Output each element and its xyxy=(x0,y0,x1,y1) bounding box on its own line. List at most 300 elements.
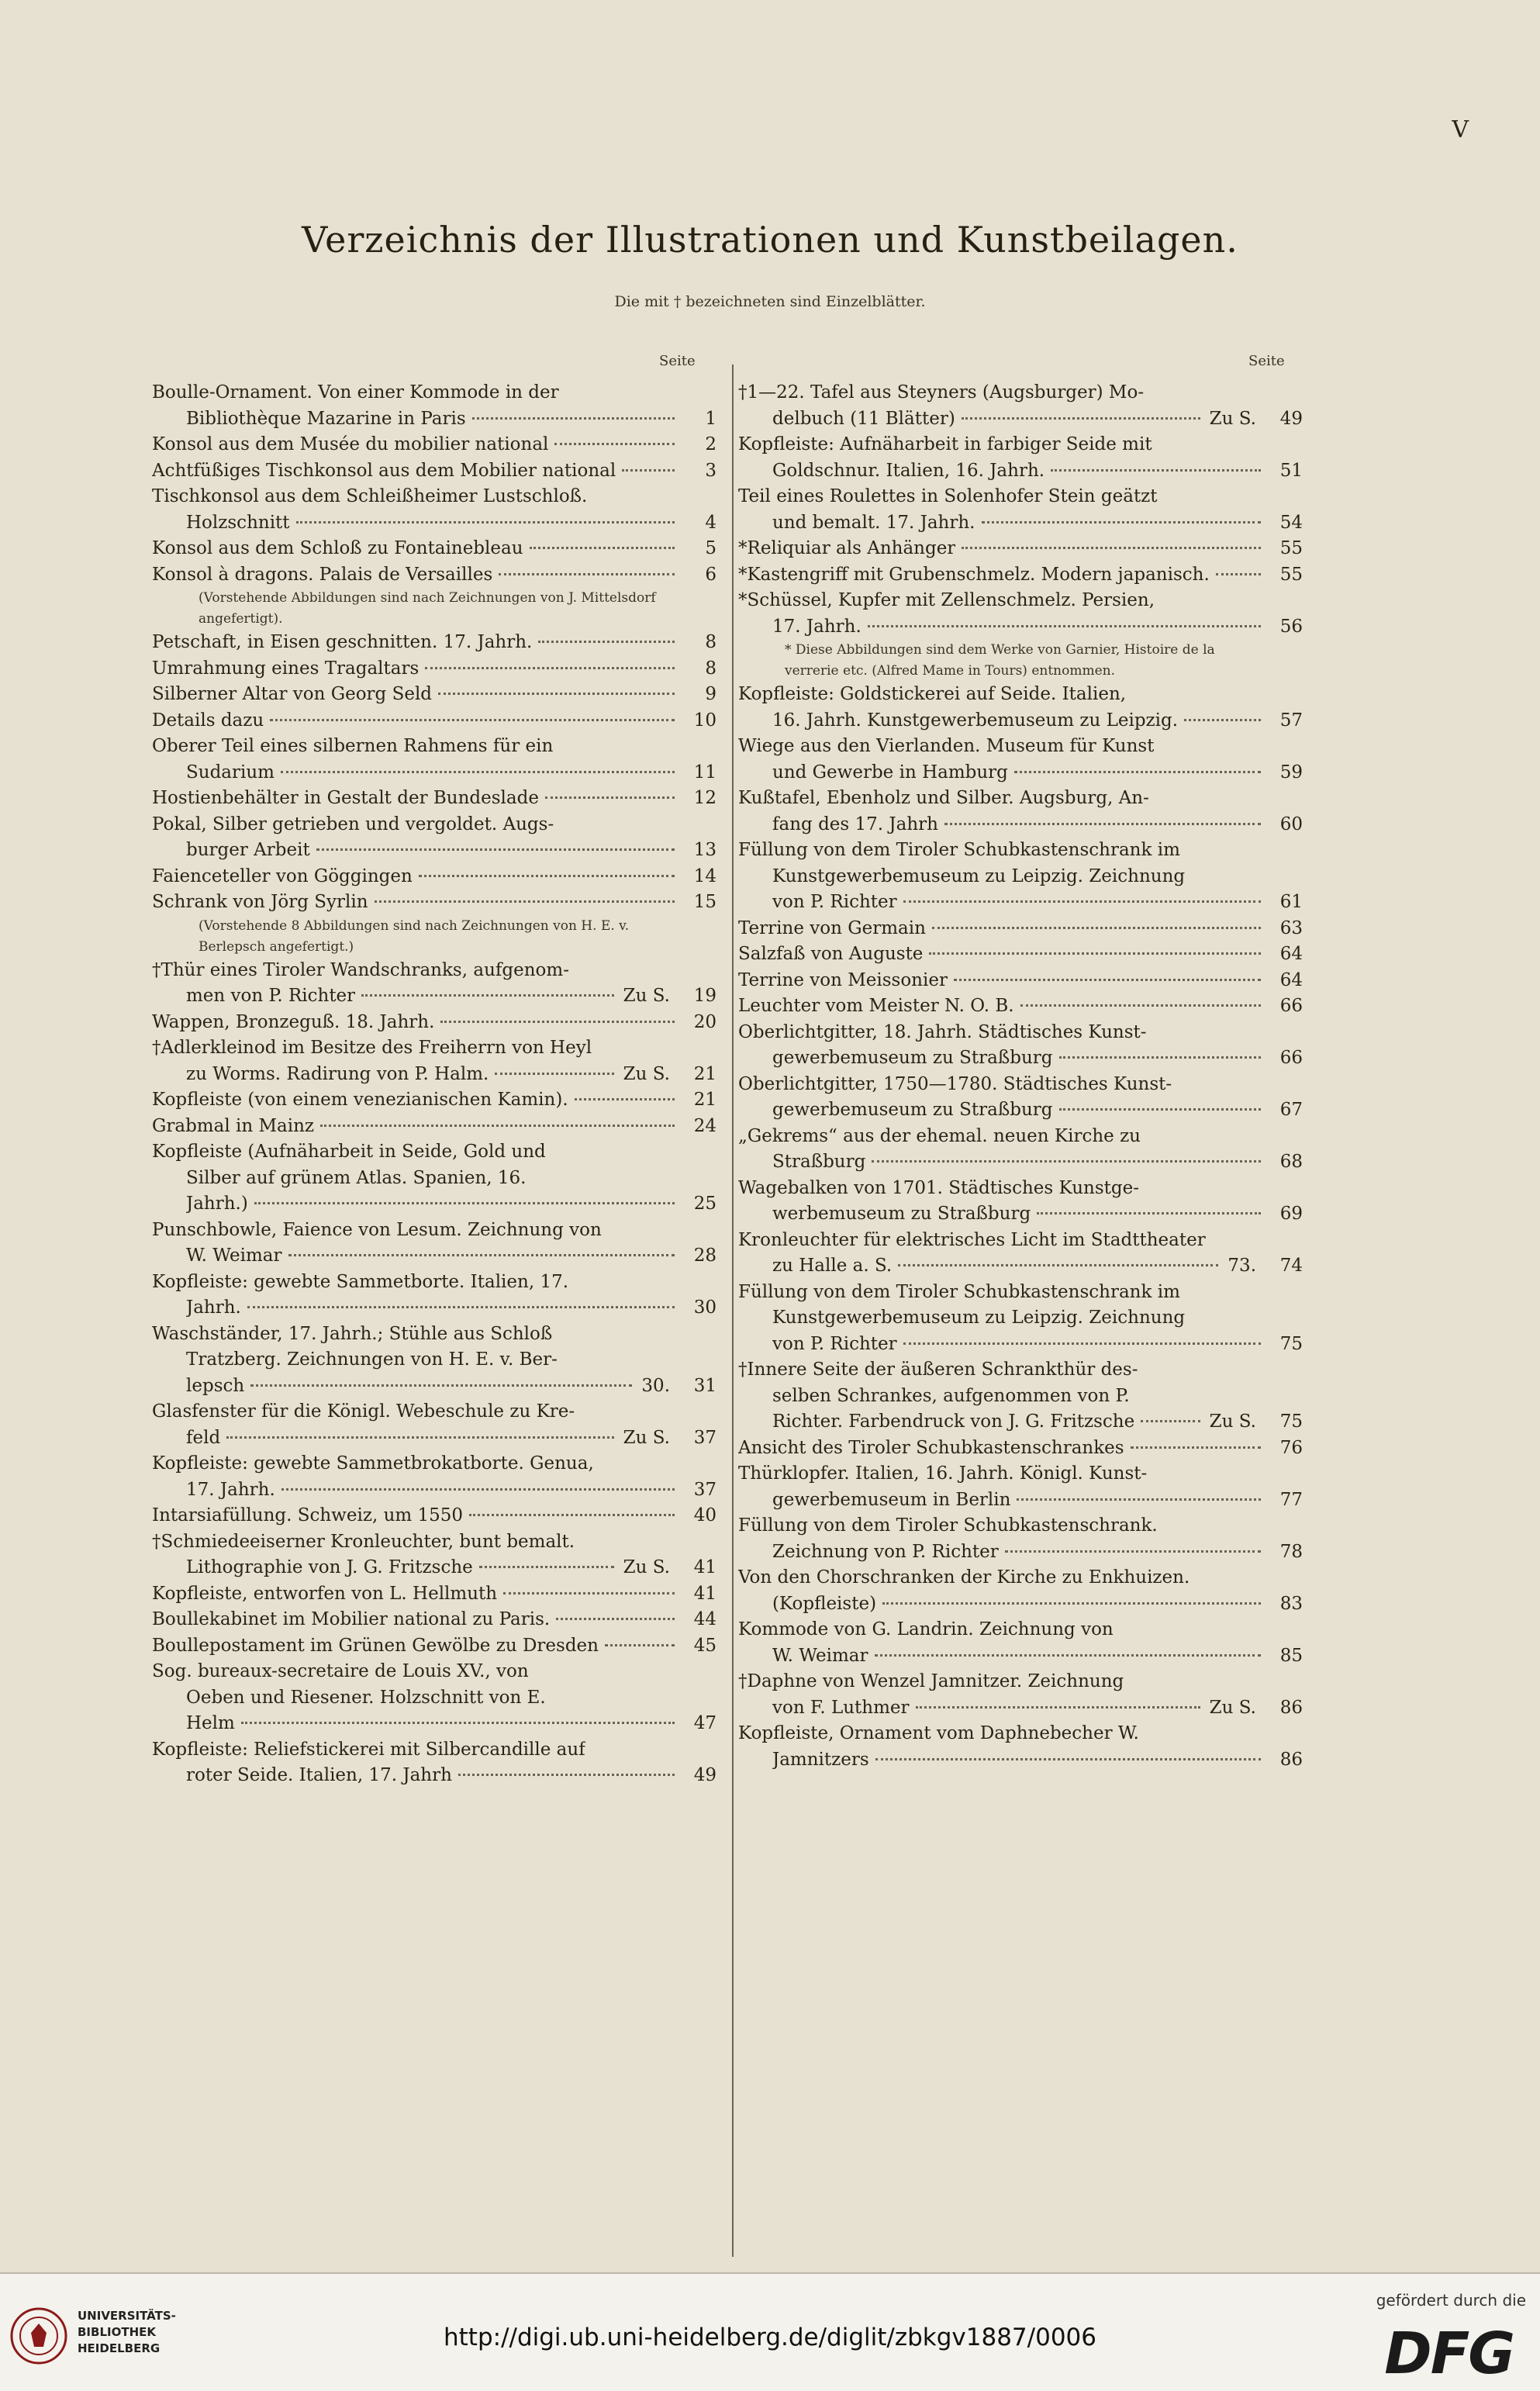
entry-text: Kronleuchter für elektrisches Licht im Stadttheater xyxy=(738,1229,1206,1250)
entry-text: Füllung von dem Tiroler Schubkastenschrank. xyxy=(738,1515,1158,1536)
list-item xyxy=(738,1072,1303,1124)
page-number-cell: 51 xyxy=(1279,460,1303,481)
page-reference-label: Zu S. xyxy=(623,986,670,1006)
entry-text: Holzschnitt xyxy=(186,512,290,533)
dot-leader xyxy=(962,547,1261,549)
list-item xyxy=(152,432,716,458)
entry-line xyxy=(152,1373,716,1400)
page-number-cell: 25 xyxy=(693,1194,716,1214)
dot-leader xyxy=(361,994,613,997)
editorial-note: (Vorstehende Abbildungen sind nach Zeichnungen von J. Mittelsdorf angefertigt). xyxy=(199,590,656,627)
entry-line xyxy=(152,1243,716,1270)
list-item xyxy=(152,734,716,786)
entry-line xyxy=(738,760,1303,786)
entry-line xyxy=(738,1332,1303,1358)
dot-leader xyxy=(254,1202,675,1204)
list-item xyxy=(152,682,716,708)
entry-text: Thürklopfer. Italien, 16. Jahrh. Königl. Kunst- xyxy=(738,1463,1148,1484)
page-number-cell: 85 xyxy=(1279,1645,1303,1666)
entry-text: feld xyxy=(186,1427,221,1448)
list-item xyxy=(738,1513,1303,1565)
page-number-cell: 5 xyxy=(705,538,716,558)
entry-text: gewerbemuseum in Berlin xyxy=(772,1489,1011,1510)
entry-line xyxy=(738,510,1303,537)
entry-text: Oeben und Riesener. Holzschnitt von E. xyxy=(186,1687,546,1708)
entry-text: und Gewerbe in Hamburg xyxy=(772,762,1008,783)
page-number-cell: 75 xyxy=(1279,1411,1303,1432)
page-number-cell: 21 xyxy=(693,1090,716,1110)
list-item xyxy=(152,1581,716,1608)
dot-leader xyxy=(875,1758,1261,1760)
dot-leader xyxy=(270,719,675,721)
dot-leader xyxy=(962,417,1200,420)
entry-line xyxy=(738,1461,1303,1487)
entry-line xyxy=(738,682,1303,708)
entry-text: Teil eines Roulettes in Solenhofer Stein geätzt xyxy=(738,486,1158,506)
dot-leader xyxy=(932,927,1261,929)
dot-leader xyxy=(1014,771,1261,773)
list-item xyxy=(152,890,716,916)
entry-line xyxy=(152,1607,716,1633)
entry-line xyxy=(152,1451,716,1477)
page-number-cell: 56 xyxy=(1279,616,1303,637)
entry-text: gewerbemuseum zu Straßburg xyxy=(772,1100,1053,1120)
entry-text: Kopfleiste: Goldstickerei auf Seide. Italien, xyxy=(738,684,1127,704)
entry-text: von P. Richter xyxy=(772,1333,897,1354)
entry-text: Silberner Altar von Georg Seld xyxy=(152,684,433,704)
page-number-cell: 24 xyxy=(693,1115,716,1136)
entry-line xyxy=(152,708,716,734)
dot-leader xyxy=(247,1306,675,1308)
page-number: V xyxy=(1452,116,1470,143)
entry-line xyxy=(152,1035,716,1062)
entry-text: Details dazu xyxy=(152,710,264,731)
list-item xyxy=(738,838,1303,916)
entry-text: Wagebalken von 1701. Städtisches Kunstge- xyxy=(738,1177,1139,1198)
entry-line xyxy=(738,1487,1303,1514)
entry-line xyxy=(738,380,1303,406)
entry-line xyxy=(152,1087,716,1114)
list-item xyxy=(738,1020,1303,1072)
dot-leader xyxy=(296,521,675,523)
page-number-cell: 44 xyxy=(693,1609,716,1629)
entry-line xyxy=(152,1166,716,1192)
entry-text: von P. Richter xyxy=(772,892,897,912)
dot-leader xyxy=(472,417,675,420)
entry-text: Terrine von Meissonier xyxy=(738,969,948,990)
entry-line xyxy=(152,536,716,562)
entry-line xyxy=(152,983,716,1010)
entry-text: Kopfleiste: gewebte Sammetborte. Italien, 17. xyxy=(152,1271,569,1292)
entry-text: Oberlichtgitter, 18. Jahrh. Städtisches Kunst- xyxy=(738,1021,1147,1042)
entry-text: werbemuseum zu Straßburg xyxy=(772,1204,1031,1224)
entry-text: Salzfaß von Auguste xyxy=(738,944,924,964)
dot-leader xyxy=(479,1566,614,1568)
entry-text: Tischkonsol aus dem Schleißheimer Lustschloß. xyxy=(152,486,588,506)
entry-line xyxy=(152,1529,716,1556)
list-item xyxy=(152,1737,716,1789)
left-column xyxy=(152,380,716,1789)
entry-line xyxy=(738,1513,1303,1539)
entry-line xyxy=(152,1191,716,1218)
entry-line xyxy=(738,1097,1303,1124)
entry-line xyxy=(152,958,716,984)
dot-leader xyxy=(1059,1056,1262,1059)
list-item xyxy=(152,1659,716,1737)
page-number-cell: 11 xyxy=(693,762,716,783)
entry-line xyxy=(152,1425,716,1452)
entry-text: zu Halle a. S. xyxy=(772,1256,893,1276)
page-number-cell: 61 xyxy=(1279,892,1303,912)
list-item xyxy=(738,1228,1303,1280)
entry-line xyxy=(738,1384,1303,1410)
entry-text: Tratzberg. Zeichnungen von H. E. v. Ber- xyxy=(186,1349,558,1370)
entry-text: (Kopfleiste) xyxy=(772,1593,877,1614)
entry-line xyxy=(152,864,716,890)
library-name-line: BIBLIOTHEK xyxy=(78,2325,156,2339)
page-reference-label: Zu S. xyxy=(623,1557,670,1577)
page-number-cell: 69 xyxy=(1279,1204,1303,1224)
entry-text: men von P. Richter xyxy=(186,986,356,1006)
page-number-cell: 8 xyxy=(705,658,716,679)
dot-leader xyxy=(916,1706,1200,1709)
dot-leader xyxy=(1005,1550,1261,1553)
page-number-cell: 78 xyxy=(1279,1541,1303,1562)
page-number-cell: 12 xyxy=(693,788,716,808)
entry-text: Hostienbehälter in Gestalt der Bundeslade xyxy=(152,788,539,808)
list-item xyxy=(152,380,716,432)
entry-text: burger Arbeit xyxy=(186,840,310,860)
entry-line xyxy=(738,1124,1303,1150)
page-number-cell: 31 xyxy=(693,1375,716,1396)
entry-line xyxy=(152,838,716,864)
page-number-cell: 10 xyxy=(693,710,716,731)
left-column-header: Seite xyxy=(659,353,696,369)
entry-text: Von den Chorschranken der Kirche zu Enkhuizen. xyxy=(738,1567,1190,1588)
entry-text: Kußtafel, Ebenholz und Silber. Augsburg, An- xyxy=(738,788,1149,808)
page-number-cell: 49 xyxy=(693,1765,716,1785)
entry-line xyxy=(738,1695,1303,1722)
dot-leader xyxy=(375,900,675,903)
entry-line xyxy=(738,1305,1303,1332)
entry-text: Punschbowle, Faience von Lesum. Zeichnung von xyxy=(152,1219,602,1240)
entry-line xyxy=(152,682,716,708)
list-item xyxy=(738,536,1303,562)
entry-text: selben Schrankes, aufgenommen von P. xyxy=(772,1385,1130,1406)
dot-leader xyxy=(872,1160,1261,1163)
entry-line xyxy=(152,562,716,589)
entry-text: Kopfleiste: Reliefstickerei mit Silbercandille auf xyxy=(152,1739,585,1760)
entry-text: Kopfleiste, entworfen von L. Hellmuth xyxy=(152,1583,498,1604)
entry-text: Kopfleiste: gewebte Sammetbrokatborte. Genua, xyxy=(152,1453,594,1474)
entry-line xyxy=(152,760,716,786)
list-item xyxy=(152,1322,716,1400)
dot-leader xyxy=(440,1021,675,1023)
entry-text: Lithographie von J. G. Fritzsche xyxy=(186,1557,473,1577)
dot-leader xyxy=(538,641,675,643)
page-number-cell: 54 xyxy=(1279,512,1303,533)
entry-line xyxy=(738,1409,1303,1436)
dot-leader xyxy=(1059,1108,1262,1111)
entry-text: †Thür eines Tiroler Wandschranks, aufgenom- xyxy=(152,959,569,980)
entry-text: Silber auf grünem Atlas. Spanien, 16. xyxy=(186,1167,527,1188)
entry-line xyxy=(738,708,1303,734)
dot-leader xyxy=(1037,1212,1261,1215)
source-url-link[interactable]: http://digi.ub.uni-heidelberg.de/diglit/zbkgv1887/0006 xyxy=(444,2324,1096,2351)
list-item xyxy=(738,1280,1303,1358)
list-item xyxy=(738,1461,1303,1513)
entry-line xyxy=(152,510,716,537)
entry-line xyxy=(738,1201,1303,1228)
list-item xyxy=(738,682,1303,734)
library-name-line: UNIVERSITÄTS- xyxy=(78,2309,176,2323)
entry-text: Konsol à dragons. Palais de Versailles xyxy=(152,564,493,585)
list-item xyxy=(738,1565,1303,1617)
page-number-cell: 63 xyxy=(1279,917,1303,938)
entry-text: Oberer Teil eines silbernen Rahmens für ein xyxy=(152,736,554,756)
entry-line xyxy=(152,1737,716,1764)
entry-line xyxy=(738,1721,1303,1747)
entry-line xyxy=(738,1149,1303,1176)
entry-text: Füllung von dem Tiroler Schubkastenschrank im xyxy=(738,840,1180,860)
entry-text: W. Weimar xyxy=(772,1645,868,1666)
entry-text: Jamnitzers xyxy=(772,1749,869,1770)
entry-line xyxy=(152,890,716,916)
list-item xyxy=(152,1633,716,1660)
dot-leader xyxy=(575,1098,675,1100)
entry-line xyxy=(152,1114,716,1140)
page-number-cell: 3 xyxy=(705,460,716,481)
dot-leader xyxy=(250,1384,632,1387)
entry-text: Achtfüßiges Tischkonsol aus dem Mobilier national xyxy=(152,460,616,481)
entry-text: Konsol aus dem Musée du mobilier national xyxy=(152,434,549,454)
entry-line xyxy=(152,1711,716,1737)
entry-text: W. Weimar xyxy=(186,1246,282,1266)
list-item xyxy=(152,1114,716,1140)
list-item xyxy=(152,484,716,536)
dot-leader xyxy=(929,952,1261,955)
dot-leader xyxy=(875,1654,1262,1657)
list-item xyxy=(738,734,1303,786)
dot-leader xyxy=(1020,1004,1261,1007)
entry-text: 17. Jahrh. xyxy=(186,1479,275,1500)
entry-line xyxy=(738,484,1303,510)
dot-leader xyxy=(556,1618,675,1620)
page-number-cell: 19 xyxy=(693,986,716,1006)
list-item xyxy=(738,993,1303,1020)
entry-text: Kopfleiste (Aufnäharbeit in Seide, Gold und xyxy=(152,1142,546,1162)
entry-line xyxy=(738,588,1303,614)
list-item xyxy=(152,812,716,864)
dot-leader xyxy=(316,848,675,851)
dot-leader xyxy=(982,521,1262,523)
page-number-cell: 77 xyxy=(1279,1489,1303,1510)
entry-line xyxy=(152,1685,716,1712)
entry-line xyxy=(738,1617,1303,1643)
list-item xyxy=(152,786,716,812)
page-number-cell: 74 xyxy=(1279,1256,1303,1276)
footer-bar xyxy=(0,2272,1540,2391)
list-item xyxy=(152,536,716,562)
list-item xyxy=(738,1176,1303,1228)
entry-text: *Kastengriff mit Grubenschmelz. Modern japanisch. xyxy=(738,564,1210,585)
entry-text: Kommode von G. Landrin. Zeichnung von xyxy=(738,1619,1114,1639)
entry-text: Helm xyxy=(186,1713,235,1733)
list-item xyxy=(152,1010,716,1036)
page-number-cell: 37 xyxy=(693,1479,716,1500)
dfg-logo: DFG xyxy=(1384,2320,1514,2387)
entry-text: fang des 17. Jahrh xyxy=(772,814,938,834)
list-item xyxy=(738,1721,1303,1773)
entry-text: Boulle-Ornament. Von einer Kommode in der xyxy=(152,382,559,403)
page-number-cell: 14 xyxy=(693,866,716,886)
editorial-note: * Diese Abbildungen sind dem Werke von Garnier, Histoire de la verrerie etc. (Alfred Mame in Tours) entnommen. xyxy=(785,642,1215,679)
entry-line xyxy=(152,1295,716,1322)
list-item xyxy=(152,562,716,589)
entry-text: Sudarium xyxy=(186,762,275,783)
entry-line xyxy=(738,1280,1303,1306)
dot-leader xyxy=(281,771,675,773)
page-number-cell: 83 xyxy=(1279,1593,1303,1614)
dot-leader xyxy=(320,1125,675,1127)
dot-leader xyxy=(605,1644,675,1646)
dot-leader xyxy=(882,1602,1261,1605)
dot-leader xyxy=(1131,1446,1261,1449)
page-reference-label: Zu S. xyxy=(1209,1697,1256,1718)
page-number-cell: 86 xyxy=(1279,1749,1303,1770)
entry-line xyxy=(738,562,1303,589)
page-number-cell: 75 xyxy=(1279,1333,1303,1354)
entry-text: 17. Jahrh. xyxy=(772,616,862,637)
entry-line xyxy=(152,1062,716,1088)
entry-text: Kopfleiste: Aufnäharbeit in farbiger Seide mit xyxy=(738,434,1152,454)
page-number-cell: 41 xyxy=(693,1583,716,1604)
entry-line xyxy=(152,458,716,485)
entry-line xyxy=(738,812,1303,838)
list-item xyxy=(738,786,1303,838)
list-item xyxy=(152,708,716,734)
entry-text: Jahrh. xyxy=(186,1297,241,1318)
page-title: Verzeichnis der Illustrationen und Kunstbeilagen. xyxy=(302,219,1238,261)
dot-leader xyxy=(1216,573,1261,575)
list-item xyxy=(152,864,716,890)
entry-text: Leuchter vom Meister N. O. B. xyxy=(738,996,1014,1016)
entry-text: Zeichnung von P. Richter xyxy=(772,1541,999,1562)
entry-text: delbuch (11 Blätter) xyxy=(772,408,955,429)
entry-line xyxy=(738,1643,1303,1670)
entry-line xyxy=(738,1253,1303,1280)
dot-leader xyxy=(1017,1498,1261,1501)
dot-leader xyxy=(226,1436,613,1439)
list-item xyxy=(738,1124,1303,1176)
list-item xyxy=(738,484,1303,536)
page-number-cell: 21 xyxy=(693,1063,716,1084)
entry-line xyxy=(152,786,716,812)
page-reference-label: 73. xyxy=(1228,1256,1256,1276)
entry-line xyxy=(738,1045,1303,1072)
dot-leader xyxy=(530,547,675,549)
entry-line xyxy=(152,1399,716,1425)
dot-leader xyxy=(281,1488,675,1491)
entry-text: Faienceteller von Göggingen xyxy=(152,866,413,886)
page-number-cell: 40 xyxy=(693,1505,716,1525)
entry-text: Kopfleiste, Ornament vom Daphnebecher W. xyxy=(738,1723,1139,1743)
entry-line xyxy=(738,1436,1303,1462)
dot-leader xyxy=(425,667,675,669)
list-item xyxy=(152,1503,716,1529)
entry-line xyxy=(738,916,1303,942)
dot-leader xyxy=(419,875,675,877)
entry-text: Jahrh.) xyxy=(186,1194,248,1214)
entry-line xyxy=(738,1539,1303,1566)
page-number-cell: 55 xyxy=(1279,538,1303,558)
entry-text: von F. Luthmer xyxy=(772,1697,910,1718)
list-item xyxy=(152,656,716,682)
page-number-cell: 47 xyxy=(693,1713,716,1733)
entry-line xyxy=(152,484,716,510)
page-number-cell: 67 xyxy=(1279,1100,1303,1120)
dot-leader xyxy=(954,979,1261,981)
entry-line xyxy=(152,1581,716,1608)
entry-text: Wiege aus den Vierlanden. Museum für Kunst xyxy=(738,736,1155,756)
entry-line xyxy=(152,1555,716,1581)
dot-leader xyxy=(241,1722,675,1724)
right-column-header: Seite xyxy=(1248,353,1285,369)
entry-line xyxy=(738,1020,1303,1046)
page-number-cell: 9 xyxy=(705,684,716,704)
page-number-cell: 13 xyxy=(693,840,716,860)
entry-line xyxy=(152,432,716,458)
entry-line xyxy=(738,406,1303,433)
dot-leader xyxy=(1051,469,1261,472)
page-number-cell: 6 xyxy=(705,564,716,585)
list-item xyxy=(152,1607,716,1633)
list-item xyxy=(738,380,1303,432)
entry-text: Kunstgewerbemuseum zu Leipzig. Zeichnung xyxy=(772,1308,1186,1328)
entry-line xyxy=(738,993,1303,1020)
page-number-cell: 8 xyxy=(705,632,716,652)
list-item xyxy=(152,1218,716,1270)
entry-text: Boullekabinet im Mobilier national zu Paris. xyxy=(152,1609,551,1629)
entry-line xyxy=(738,614,1303,641)
dot-leader xyxy=(503,1592,675,1595)
entry-line xyxy=(738,786,1303,812)
page-number-cell: 15 xyxy=(693,892,716,912)
entry-text: Goldschnur. Italien, 16. Jahrh. xyxy=(772,460,1045,481)
entry-text: Bibliothèque Mazarine in Paris xyxy=(186,408,466,429)
list-item xyxy=(152,630,716,656)
entry-line xyxy=(738,838,1303,864)
dot-leader xyxy=(1184,719,1261,721)
entry-line xyxy=(152,1633,716,1660)
entry-line xyxy=(152,1270,716,1296)
entry-line xyxy=(152,1218,716,1244)
entry-line xyxy=(152,812,716,838)
entry-text: Oberlichtgitter, 1750—1780. Städtisches Kunst- xyxy=(738,1073,1172,1094)
dot-leader xyxy=(545,796,675,799)
dot-leader xyxy=(868,625,1261,627)
page-number-cell: 76 xyxy=(1279,1437,1303,1458)
entry-text: †Schmiedeeiserner Kronleuchter, bunt bemalt. xyxy=(152,1531,575,1552)
entry-text: †Daphne von Wenzel Jamnitzer. Zeichnung xyxy=(738,1671,1124,1691)
page-number-cell: 57 xyxy=(1279,710,1303,731)
entry-text: Umrahmung eines Tragaltars xyxy=(152,658,420,679)
entry-line xyxy=(152,1503,716,1529)
dot-leader xyxy=(903,900,1261,903)
dot-leader xyxy=(903,1342,1261,1345)
entry-text: Wappen, Bronzeguß. 18. Jahrh. xyxy=(152,1011,435,1032)
page-number-cell: 49 xyxy=(1279,408,1303,429)
